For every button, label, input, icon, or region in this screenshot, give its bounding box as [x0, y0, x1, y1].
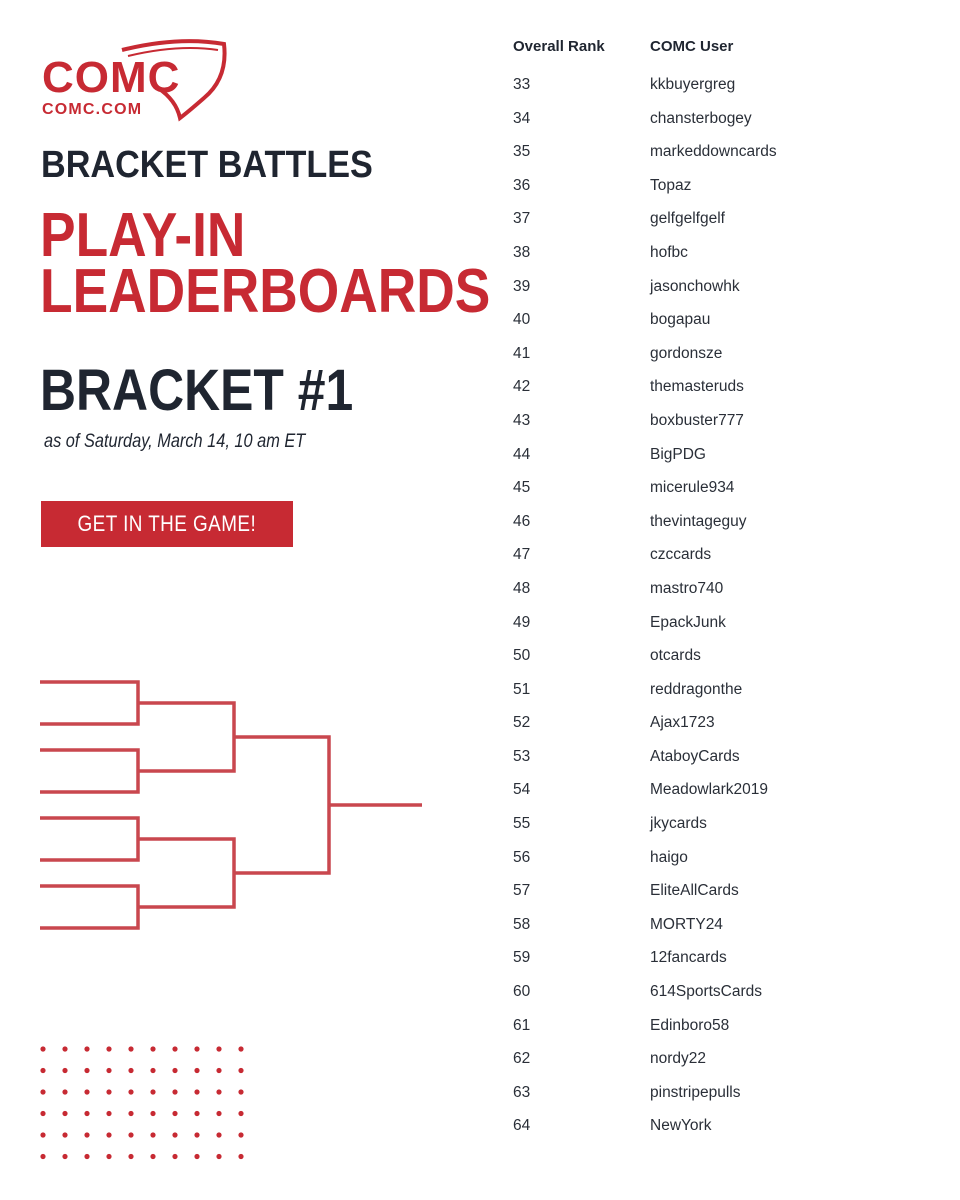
rank-cell: 41 [513, 344, 531, 362]
rank-cell: 54 [513, 781, 531, 799]
user-cell: chansterbogey [650, 109, 752, 127]
table-row [0, 1008, 960, 1042]
column-header-overall-rank: Overall Rank [513, 38, 605, 55]
rank-cell: 39 [513, 277, 531, 295]
rank-cell: 43 [513, 411, 531, 429]
dot [172, 1154, 177, 1159]
user-cell: nordy22 [650, 1050, 707, 1068]
table-row [0, 235, 960, 269]
table-row [0, 134, 960, 168]
user-cell: hofbc [650, 243, 688, 261]
logo-domain: COMC.COM [42, 101, 143, 118]
rank-cell: 44 [513, 445, 531, 463]
table-row [0, 1075, 960, 1109]
table-row [0, 437, 960, 471]
user-cell: gelfgelfgelf [650, 210, 725, 228]
table-row [0, 873, 960, 907]
rank-cell: 64 [513, 1117, 531, 1135]
table-row [0, 302, 960, 336]
user-cell: 12fancards [650, 949, 727, 967]
table-row [0, 537, 960, 571]
user-cell: AtaboyCards [650, 747, 740, 765]
user-cell: Meadowlark2019 [650, 781, 769, 799]
user-cell: pinstripepulls [650, 1083, 741, 1101]
dot [238, 1154, 243, 1159]
table-row [0, 403, 960, 437]
table-row [0, 605, 960, 639]
table-row [0, 974, 960, 1008]
user-cell: MORTY24 [650, 915, 723, 933]
table-row [0, 705, 960, 739]
rank-cell: 47 [513, 546, 531, 564]
rank-cell: 53 [513, 747, 531, 765]
user-cell: otcards [650, 647, 701, 665]
rank-cell: 45 [513, 479, 531, 497]
table-row [0, 470, 960, 504]
rank-cell: 57 [513, 882, 531, 900]
user-cell: gordonsze [650, 344, 723, 362]
dot [194, 1154, 199, 1159]
rank-cell: 35 [513, 143, 531, 161]
rank-cell: 55 [513, 815, 531, 833]
rank-cell: 37 [513, 210, 531, 228]
user-cell: Topaz [650, 176, 692, 194]
user-cell: thevintageguy [650, 512, 747, 530]
table-row [0, 907, 960, 941]
dot [106, 1154, 111, 1159]
user-cell: markeddowncards [650, 143, 777, 161]
dot [128, 1154, 133, 1159]
table-row [0, 739, 960, 773]
table-row [0, 806, 960, 840]
user-cell: themasteruds [650, 378, 744, 396]
user-cell: reddragonthe [650, 680, 743, 698]
user-cell: haigo [650, 848, 688, 866]
as-of-timestamp: as of Saturday, March 14, 10 am ET [44, 431, 306, 452]
table-row [0, 840, 960, 874]
rank-cell: 51 [513, 680, 531, 698]
user-cell: Edinboro58 [650, 1016, 730, 1034]
logo-wordmark: COMC [42, 53, 181, 102]
user-cell: czccards [650, 546, 712, 564]
user-cell: mastro740 [650, 579, 724, 597]
table-row [0, 571, 960, 605]
rank-cell: 49 [513, 613, 531, 631]
table-row [0, 168, 960, 202]
table-row [0, 504, 960, 538]
rank-cell: 59 [513, 949, 531, 967]
table-row [0, 772, 960, 806]
user-cell: jkycards [650, 815, 707, 833]
table-row [0, 369, 960, 403]
dot [62, 1154, 67, 1159]
dot [40, 1154, 45, 1159]
rank-cell: 42 [513, 378, 531, 396]
table-row [0, 67, 960, 101]
rank-cell: 56 [513, 848, 531, 866]
user-cell: EpackJunk [650, 613, 726, 631]
rank-cell: 61 [513, 1016, 531, 1034]
table-row [0, 638, 960, 672]
bracket-battles-heading: BRACKET BATTLES [41, 144, 373, 186]
user-cell: Ajax1723 [650, 714, 715, 732]
rank-cell: 34 [513, 109, 531, 127]
rank-cell: 52 [513, 714, 531, 732]
rank-cell: 40 [513, 311, 531, 329]
title-line-2: LEADERBOARDS [40, 257, 491, 326]
user-cell: EliteAllCards [650, 882, 739, 900]
rank-cell: 50 [513, 647, 531, 665]
table-row [0, 101, 960, 135]
table-row [0, 1108, 960, 1142]
table-row [0, 672, 960, 706]
user-cell: NewYork [650, 1117, 712, 1135]
user-cell: bogapau [650, 311, 711, 329]
rank-cell: 33 [513, 76, 531, 93]
rank-cell: 62 [513, 1050, 531, 1068]
user-cell: jasonchowhk [650, 277, 740, 295]
user-cell: BigPDG [650, 445, 706, 463]
user-cell: boxbuster777 [650, 411, 744, 429]
table-row [0, 269, 960, 303]
rank-cell: 60 [513, 983, 531, 1001]
rank-cell: 48 [513, 579, 531, 597]
user-cell: micerule934 [650, 479, 735, 497]
table-row [0, 201, 960, 235]
column-header-comc-user: COMC User [650, 38, 734, 55]
dot [84, 1154, 89, 1159]
bracket-number-title: BRACKET #1 [40, 358, 354, 423]
rank-cell: 36 [513, 176, 531, 194]
dot [150, 1154, 155, 1159]
table-row [0, 1041, 960, 1075]
dot [216, 1154, 221, 1159]
rank-cell: 46 [513, 512, 531, 530]
table-row [0, 940, 960, 974]
leaderboard-list [0, 67, 960, 1142]
title-line-1: PLAY-IN [40, 201, 246, 270]
user-cell: kkbuyergreg [650, 76, 736, 93]
cta-label: GET IN THE GAME! [77, 511, 257, 536]
user-cell: 614SportsCards [650, 983, 763, 1001]
rank-cell: 58 [513, 915, 531, 933]
rank-cell: 38 [513, 243, 531, 261]
table-row [0, 336, 960, 370]
rank-cell: 63 [513, 1083, 531, 1101]
